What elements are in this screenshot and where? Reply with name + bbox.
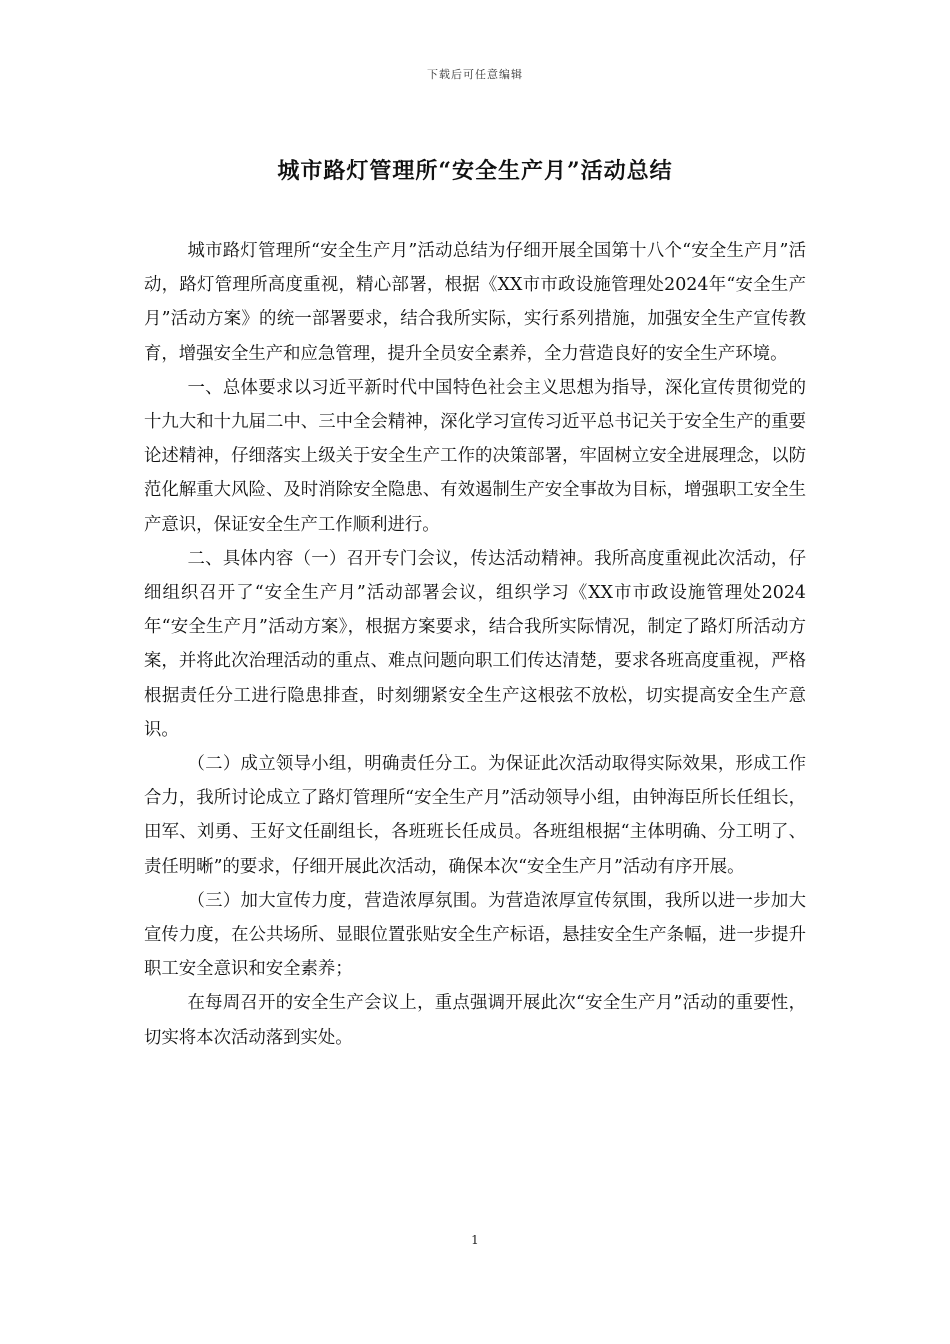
paragraph-intro: 城市路灯管理所“安全生产月”活动总结为仔细开展全国第十八个“安全生产月”活动，路灯管理所高度重视，精心部署，根据《XX市市政设施管理处2024年“安全生产月”活动方案》的统一部署要求，结合我所实际，实行系列措施，加强安全生产宣传教育，增强安全生产和应急管理，提升全员安全素养，全力营造良好的安全生产环境。 xyxy=(144,241,806,364)
document-title: 城市路灯管理所“安全生产月”活动总结 xyxy=(277,158,673,184)
page-number: 1 xyxy=(471,1233,479,1247)
paragraph-leadership-group: （二）成立领导小组，明确责任分工。为保证此次活动取得实际效果，形成工作合力，我所讨论成立了路灯管理所“安全生产月”活动领导小组，由钟海臣所长任组长，田军、刘勇、王好文任副组长，各班班长任成员。各班组根据“主体明确、分工明了、责任明晰”的要求，仔细开展此次活动，确保本次“安全生产月”活动有序开展。 xyxy=(144,754,806,877)
paragraph-weekly-meeting: 在每周召开的安全生产会议上，重点强调开展此次“安全生产月”活动的重要性，切实将本次活动落到实处。 xyxy=(144,993,806,1048)
paragraph-general-requirements: 一、总体要求以习近平新时代中国特色社会主义思想为指导，深化宣传贯彻党的十九大和十九届二中、三中全会精神，深化学习宣传习近平总书记关于安全生产的重要论述精神，仔细落实上级关于安全生产工作的决策部署，牢固树立安全进展理念，以防范化解重大风险、及时消除安全隐患、有效遏制生产安全事故为目标，增强职工安全生产意识，保证安全生产工作顺利进行。 xyxy=(144,377,806,535)
paragraph-publicity: （三）加大宣传力度，营造浓厚氛围。为营造浓厚宣传氛围，我所以进一步加大宣传力度，在公共场所、显眼位置张贴安全生产标语，悬挂安全生产条幅，进一步提升职工安全意识和安全素养； xyxy=(144,890,806,980)
header-note: 下载后可任意编辑 xyxy=(427,68,523,81)
paragraph-specific-content: 二、具体内容（一）召开专门会议，传达活动精神。我所高度重视此次活动，仔细组织召开了“安全生产月”活动部署会议，组织学习《XX市市政设施管理处2024年“安全生产月”活动方案》，根据方案要求，结合我所实际情况，制定了路灯所活动方案，并将此次治理活动的重点、难点问题向职工们传达清楚，要求各班高度重视，严格根据责任分工进行隐患排查，时刻绷紧安全生产这根弦不放松，切实提高安全生产意识。 xyxy=(144,548,806,740)
document-body xyxy=(144,234,806,1055)
